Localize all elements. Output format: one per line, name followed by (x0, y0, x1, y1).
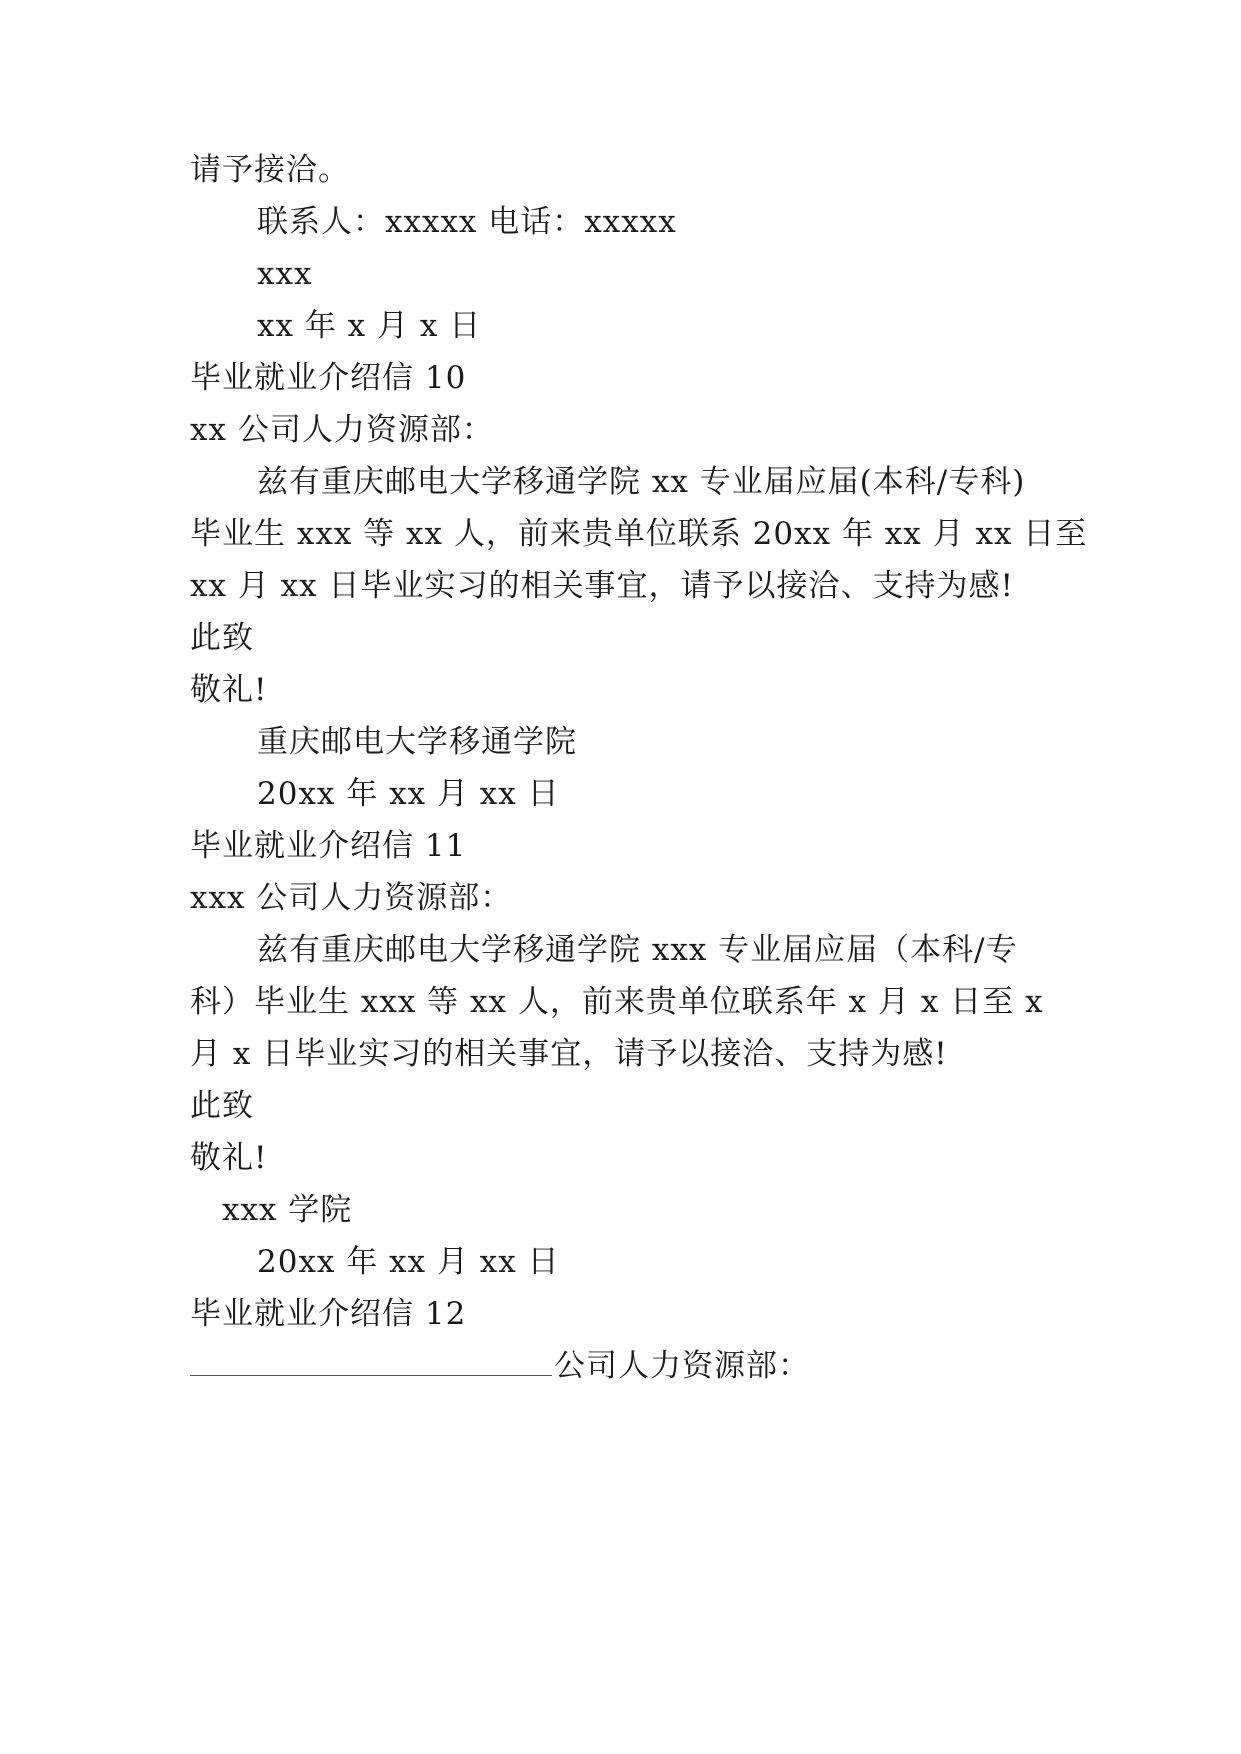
closing-line: 此致 (190, 620, 254, 656)
sender-line: xxx 学院 (222, 1192, 353, 1228)
blank-underline (190, 1345, 552, 1376)
contact-line: 联系人：xxxxx 电话：xxxxx (257, 204, 677, 240)
body-line: 兹有重庆邮电大学移通学院 xx 专业届应届(本科/专科) (257, 464, 1026, 500)
date-line: xx 年 x 月 x 日 (257, 308, 482, 344)
letter-heading: 毕业就业介绍信 12 (190, 1296, 467, 1332)
date-line: 20xx 年 xx 月 xx 日 (257, 776, 560, 812)
salutation-line: 敬礼! (190, 672, 268, 708)
body-line: 毕业生 xxx 等 xx 人，前来贵单位联系 20xx 年 xx 月 xx 日至 (190, 516, 1088, 552)
date-line: 20xx 年 xx 月 xx 日 (257, 1244, 560, 1280)
letter-heading: 毕业就业介绍信 11 (190, 828, 467, 864)
body-line: 科）毕业生 xxx 等 xx 人，前来贵单位联系年 x 月 x 日至 x (190, 984, 1044, 1020)
recipient-text: 公司人力资源部： (554, 1348, 810, 1384)
recipient-line: xxx 公司人力资源部： (190, 880, 513, 916)
closing-line: 此致 (190, 1088, 254, 1124)
body-line: 月 x 日毕业实习的相关事宜，请予以接洽、支持为感! (190, 1036, 948, 1072)
recipient-line (190, 1344, 810, 1388)
signature-line: xxx (257, 256, 313, 292)
letter-heading: 毕业就业介绍信 10 (190, 360, 467, 396)
body-line: 兹有重庆邮电大学移通学院 xxx 专业届应届（本科/专 (257, 932, 1018, 968)
body-line: xx 月 xx 日毕业实习的相关事宜，请予以接洽、支持为感! (190, 568, 1014, 604)
sender-line: 重庆邮电大学移通学院 (257, 724, 577, 760)
recipient-line: xx 公司人力资源部： (190, 412, 494, 448)
text-line: 请予接洽。 (190, 152, 350, 188)
salutation-line: 敬礼! (190, 1140, 268, 1176)
